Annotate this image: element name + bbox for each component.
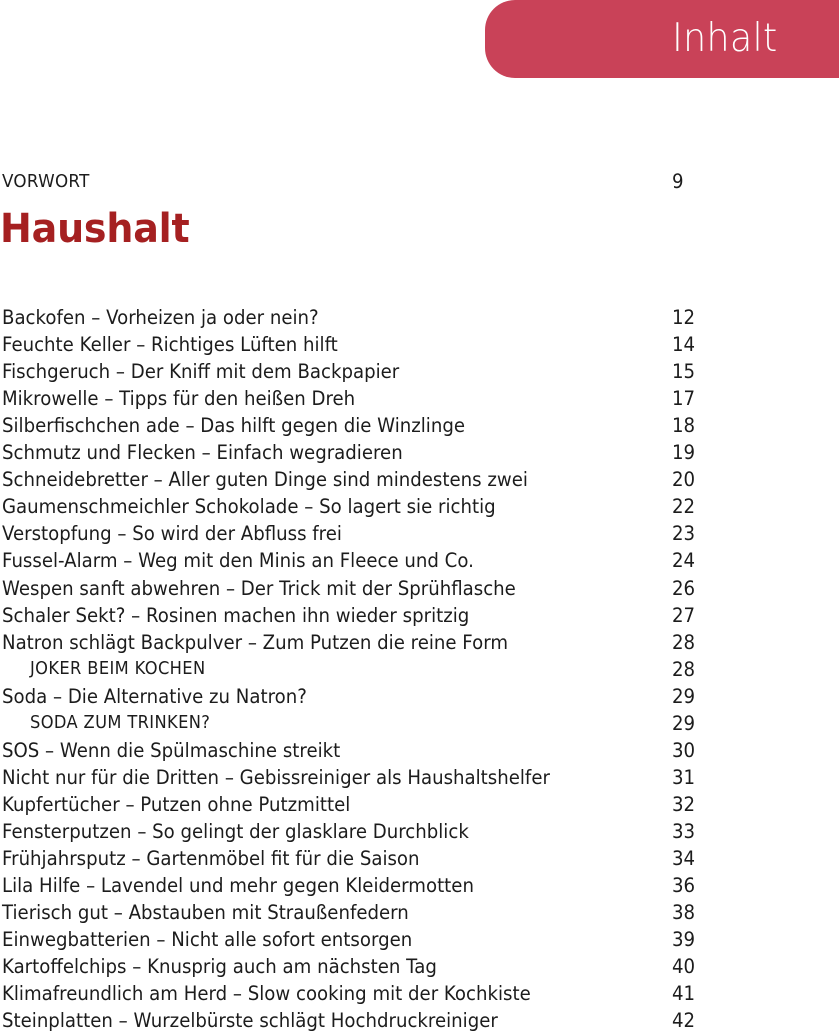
toc-entry-page: 29 <box>672 711 696 735</box>
toc-row[interactable] <box>2 493 762 520</box>
toc-entry-label: Klimafreundlich am Herd – Slow cooking mit der Kochkiste <box>2 982 531 1006</box>
toc-row[interactable] <box>2 629 762 656</box>
toc-row[interactable] <box>2 331 762 358</box>
toc-entry-page: 30 <box>672 738 696 762</box>
toc-entry-page: 42 <box>672 1009 696 1033</box>
toc-entry-page: 17 <box>672 387 696 411</box>
toc-entry-label: Fensterputzen – So gelingt der glasklare Durchblick <box>2 819 469 843</box>
toc-entry-page: 26 <box>672 576 696 600</box>
toc-row[interactable] <box>2 953 762 980</box>
toc-entry-page: 19 <box>672 441 696 465</box>
toc-row[interactable] <box>2 737 762 764</box>
toc-entry-label: Soda – Die Alternative zu Natron? <box>2 684 307 708</box>
toc-entry-label: Frühjahrsputz – Gartenmöbel fit für die Saison <box>2 847 420 870</box>
toc-entry-page: 22 <box>672 495 696 519</box>
toc-row[interactable] <box>2 520 762 547</box>
toc-row[interactable] <box>2 547 762 574</box>
toc-entry-page: 34 <box>672 847 696 870</box>
toc-row[interactable] <box>2 412 762 439</box>
toc-entry-page: 29 <box>672 684 696 708</box>
toc-row[interactable] <box>2 845 762 872</box>
toc-entry-page: 32 <box>672 792 696 816</box>
toc-entry-label: Kupfertücher – Putzen ohne Putzmittel <box>2 792 351 816</box>
toc-entry-page: 33 <box>672 819 696 843</box>
toc-row[interactable] <box>2 872 762 899</box>
toc-entry-page: 31 <box>672 765 696 789</box>
toc-entry-label: SOS – Wenn die Spülmaschine streikt <box>2 738 341 762</box>
toc-row[interactable] <box>2 926 762 953</box>
header-banner <box>485 0 839 78</box>
toc-row[interactable] <box>2 818 762 845</box>
toc-row[interactable] <box>2 764 762 791</box>
toc-entry-label: Schneidebretter – Aller guten Dinge sind mindestens zwei <box>2 468 528 492</box>
toc-entry-page: 28 <box>672 657 696 681</box>
toc-row[interactable] <box>2 358 762 385</box>
toc-entry-label: Lila Hilfe – Lavendel und mehr gegen Kleidermotten <box>2 874 474 898</box>
toc-entry-page: 24 <box>672 549 696 573</box>
toc-row[interactable] <box>2 791 762 818</box>
toc-entry-page: 20 <box>672 468 696 492</box>
toc-entry-label: Wespen sanft abwehren – Der Trick mit der Sprühflasche <box>2 576 516 600</box>
toc-entry-label: Schaler Sekt? – Rosinen machen ihn wieder spritzig <box>2 603 470 627</box>
toc-entry-page: 12 <box>672 306 696 329</box>
toc-row[interactable] <box>2 1007 762 1034</box>
toc-entry-label: Feuchte Keller – Richtiges Lüften hilft <box>2 333 338 357</box>
toc-entry-label: Kartoffelchips – Knusprig auch am nächsten Tag <box>2 955 437 979</box>
toc-row[interactable] <box>2 602 762 629</box>
toc-entry-label: Verstopfung – So wird der Abfluss frei <box>2 522 342 546</box>
toc-entry-page: 27 <box>672 603 696 627</box>
toc-entry-page: 23 <box>672 522 696 546</box>
toc-row[interactable] <box>2 980 762 1007</box>
toc-row[interactable] <box>2 683 762 710</box>
toc-entry-label: JOKER BEIM KOCHEN <box>30 658 206 679</box>
toc-entry-page: 14 <box>672 333 696 357</box>
toc-row[interactable] <box>2 710 762 737</box>
toc-entry-label: Tierisch gut – Abstauben mit Straußenfedern <box>2 901 409 925</box>
toc-entry-label: Gaumenschmeichler Schokolade – So lagert sie richtig <box>2 495 496 519</box>
toc-entry-label: Mikrowelle – Tipps für den heißen Dreh <box>2 387 356 411</box>
page-title: Inhalt <box>672 16 778 61</box>
toc-entry-label: Steinplatten – Wurzelbürste schlägt Hochdruckreiniger <box>2 1009 498 1033</box>
toc-entry-page: 41 <box>672 982 696 1006</box>
toc-row[interactable] <box>2 466 762 493</box>
toc-entry-label: Natron schlägt Backpulver – Zum Putzen die reine Form <box>2 630 508 654</box>
toc-entry-page: 28 <box>672 630 696 654</box>
chapter-heading: Haushalt <box>0 206 190 252</box>
toc-entry-page: 36 <box>672 874 696 898</box>
toc-entry-page-vorwort: 9 <box>672 170 684 193</box>
toc-entry-label: Einwegbatterien – Nicht alle sofort entsorgen <box>2 928 413 952</box>
toc-entry-label: SODA ZUM TRINKEN? <box>30 712 211 733</box>
toc-row[interactable] <box>2 385 762 412</box>
toc-entry-label: Backofen – Vorheizen ja oder nein? <box>2 306 319 329</box>
toc-entry-page: 38 <box>672 901 696 925</box>
toc-row[interactable] <box>2 304 762 331</box>
toc-entry-label-vorwort: VORWORT <box>2 171 90 192</box>
toc-entry-page: 40 <box>672 955 696 979</box>
toc-row[interactable] <box>2 899 762 926</box>
toc-row-vorwort[interactable] <box>2 168 762 195</box>
toc-entry-label: Schmutz und Flecken – Einfach wegradieren <box>2 441 403 465</box>
toc-entry-page: 39 <box>672 928 696 952</box>
toc-entry-label: Fussel-Alarm – Weg mit den Minis an Fleece und Co. <box>2 549 474 573</box>
toc-entry-label: Nicht nur für die Dritten – Gebissreiniger als Haushaltshelfer <box>2 765 550 789</box>
toc-entry-page: 15 <box>672 360 696 384</box>
toc-row[interactable] <box>2 439 762 466</box>
toc-row[interactable] <box>2 656 762 683</box>
toc-entry-page: 18 <box>672 414 696 438</box>
toc-row[interactable] <box>2 575 762 602</box>
toc-entry-label: Fischgeruch – Der Kniff mit dem Backpapier <box>2 360 400 384</box>
toc-entry-label: Silberfischchen ade – Das hilft gegen die Winzlinge <box>2 414 466 438</box>
